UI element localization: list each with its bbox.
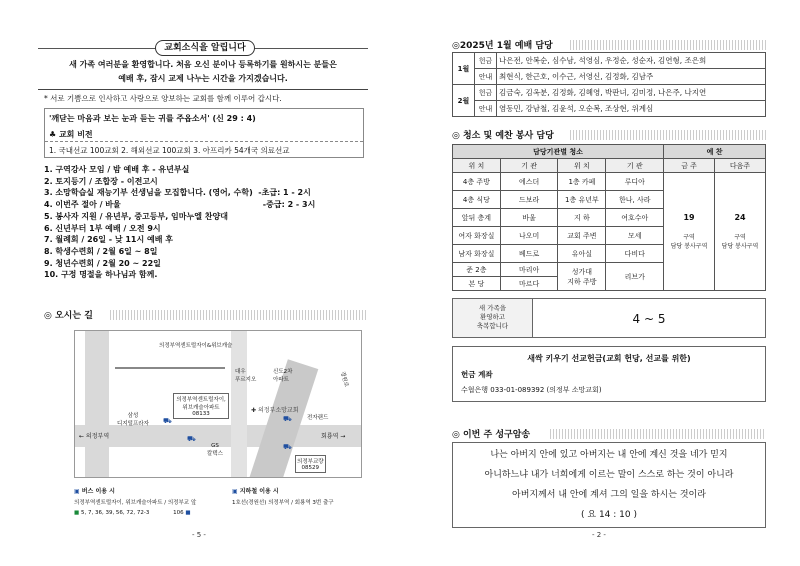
yechan-header: 예 찬 — [664, 145, 766, 159]
map-label: 의정부역센트럴자이, 위브캐슬아파트 08133 — [173, 393, 229, 419]
notice-item: 3. 소망학습실 재능기부 선생님을 모집합니다. (영어, 수학) -초급: 1 - 2시 — [44, 188, 311, 198]
offering-box — [452, 346, 766, 402]
month-cell: 2월 — [453, 85, 475, 117]
memory-line: 나는 아버지 안에 있고 아버지는 내 안에 계신 것을 네가 믿지 — [490, 450, 728, 460]
vision-title: ♣ 교회 비전 — [49, 130, 93, 139]
table-cell: 마리아 — [500, 263, 558, 277]
table-cell: 여호수아 — [606, 209, 664, 227]
bus-stop-text: 의정부역센트럴자이, 위브캐슬아파트 / 의정부교 앞 — [74, 500, 197, 506]
memory-title: ◎ 이번 주 성구암송 — [452, 430, 531, 440]
col-header: 위 치 — [558, 159, 606, 173]
map-label: 전자랜드 — [307, 415, 329, 421]
role-cell: 안내 — [475, 101, 497, 117]
table-cell: 다비다 — [606, 245, 664, 263]
subway-text: 1호선(경원선) 의정부역 / 회룡역 3번 출구 — [232, 500, 334, 506]
col-header: 금 주 — [664, 159, 715, 173]
bus-106-text: 106 — [173, 510, 184, 516]
road-vertical — [231, 331, 247, 478]
welcome-line-2: 예배 후, 잠시 교제 나누는 시간을 가지겠습니다. — [118, 74, 288, 83]
role-cell: 헌금 — [475, 53, 497, 69]
bus-icon: ▣ — [74, 488, 80, 495]
map-label: 의정부소망교회 — [257, 407, 299, 414]
bus-stop-icon: ⛟ — [163, 417, 172, 425]
notice-list — [44, 164, 315, 281]
bus-route-icon: ■ — [185, 510, 191, 516]
notice-item: 1. 구역강사 모임 / 밤 예배 후 - 유년부실 — [44, 165, 190, 174]
next-week-num: 24 — [734, 213, 746, 222]
directions-title: ◎ 오시는 길 — [44, 311, 93, 321]
this-week-cell — [664, 173, 715, 291]
notice-item: 8. 학생수련회 / 2월 6일 ~ 8일 — [44, 246, 158, 256]
worship-table — [452, 52, 766, 117]
worship-title: ◎2025년 1월 예배 담당 — [452, 41, 553, 51]
table-cell: 성가대 지하 주방 — [558, 263, 606, 291]
map-label: ← 의정부역 — [79, 433, 110, 440]
table-cell: 나오미 — [500, 227, 558, 245]
page-number: - 2 - — [592, 531, 606, 539]
map-label: 삼성 디지털프라자 — [117, 413, 149, 427]
notice-title: 교회소식을 알립니다 — [155, 40, 255, 56]
col-header: 기 관 — [500, 159, 558, 173]
subway-icon: ▣ — [232, 488, 238, 495]
vision-verse: '깨닫는 마음과 보는 눈과 듣는 귀를 주옵소서' (신 29 : 4) — [49, 114, 256, 123]
table-cell: 마르다 — [500, 277, 558, 291]
notice-item: 6. 신년부터 1부 예배 / 오전 9시 — [44, 223, 161, 233]
notice-item: 9. 청년수련회 / 2월 20 ~ 22일 — [44, 258, 161, 268]
bus-info — [74, 486, 115, 495]
cleaning-header: 담당기관별 청소 — [453, 145, 664, 159]
notice-item: 7. 월례회 / 26일 - 낮 11시 예배 후 — [44, 235, 173, 245]
names-cell: 김금숙, 김옥분, 김정화, 김혜영, 박판녀, 김미정, 나은주, 나지연 — [497, 85, 766, 101]
table-cell: 에스더 — [500, 173, 558, 191]
map-label: 의정부역센트럴자이&위브캐슬 — [159, 343, 233, 349]
new-family-box — [452, 298, 766, 338]
notice-item: 5. 봉사자 지원 / 유년부, 중고등부, 임마누엘 찬양대 — [44, 211, 228, 221]
table-cell: 지 하 — [558, 209, 606, 227]
map — [74, 330, 362, 478]
memory-verse-box — [452, 442, 766, 528]
table-cell: 4층 식당 — [453, 191, 501, 209]
next-week-label: 구역 담당 봉사구역 — [721, 234, 759, 250]
role-cell: 헌금 — [475, 85, 497, 101]
welcome-line-1: 새 가족 여러분을 환영합니다. 처음 오신 분이나 등록하기를 원하시는 분들은 — [69, 60, 337, 69]
offering-title: 새싹 키우기 선교헌금(교회 헌당, 선교를 위한) — [527, 354, 691, 363]
table-cell: 1층 유년부 — [558, 191, 606, 209]
bus-numbers-text: 5, 7, 36, 39, 56, 72, 72-3 — [80, 510, 150, 516]
bus-stop-icon: ⛟ — [283, 443, 292, 451]
new-family-label: 새 가족을 환영하고 축복합니다 — [453, 299, 533, 337]
cleaning-title: ◎ 청소 및 예찬 봉사 담당 — [452, 131, 554, 141]
memory-line: 아버지께서 내 안에 계셔 그의 일을 하시는 것이라 — [512, 490, 706, 500]
memory-reference: ( 요 14 : 10 ) — [581, 510, 637, 520]
map-label: 경원로 — [339, 370, 349, 388]
table-cell: 유아실 — [558, 245, 606, 263]
notice-item: 10. 구정 명절을 하나님과 함께. — [44, 270, 158, 280]
bus-stop-icon: ⛟ — [187, 435, 196, 443]
table-cell: 모세 — [606, 227, 664, 245]
map-label: 회룡역 → — [321, 433, 346, 440]
table-cell: 교회 주변 — [558, 227, 606, 245]
table-cell: 앞뒤 층계 — [453, 209, 501, 227]
offering-account-label: 헌금 계좌 — [461, 370, 493, 379]
road-vertical — [85, 331, 109, 478]
this-week-num: 19 — [683, 213, 695, 222]
col-header: 위 치 — [453, 159, 501, 173]
this-week-label: 구역 담당 봉사구역 — [670, 234, 708, 250]
new-family-count: 4 ~ 5 — [632, 312, 666, 326]
right-page — [400, 0, 800, 566]
names-cell: 염동민, 강남철, 김윤석, 오순복, 조상현, 위계심 — [497, 101, 766, 117]
month-cell: 1월 — [453, 53, 475, 85]
memory-line: 아니하느냐 내가 너희에게 이르는 말이 스스로 하는 것이 아니라 — [484, 470, 734, 480]
table-cell: 루디아 — [606, 173, 664, 191]
table-cell: 본 당 — [453, 277, 501, 291]
map-label: GS 칼텍스 — [207, 443, 223, 457]
table-cell: 여자 화장실 — [453, 227, 501, 245]
subway-label: 지하철 이용 시 — [239, 488, 279, 495]
col-header: 기 관 — [606, 159, 664, 173]
map-label: 신도2차 아파트 — [273, 369, 293, 383]
bus-stop-icon: ⛟ — [283, 415, 292, 423]
table-cell: 드보라 — [500, 191, 558, 209]
vision-box — [44, 108, 364, 158]
church-marker-icon: ✚ 의정부소망교회 — [251, 407, 299, 414]
subway-info — [232, 486, 279, 495]
role-cell: 안내 — [475, 69, 497, 85]
cleaning-table — [452, 144, 766, 291]
names-cell: 최현식, 한근호, 이수근, 서영신, 김정화, 김남주 — [497, 69, 766, 85]
table-cell: 준 2층 — [453, 263, 501, 277]
next-week-cell — [715, 173, 766, 291]
bus-route-icon: ■ — [74, 510, 80, 516]
table-cell: 베드로 — [500, 245, 558, 263]
notice-item: 4. 이번주 절아 / 바울 -중급: 2 - 3시 — [44, 200, 316, 210]
names-cell: 나은전, 안복순, 심수남, 석영심, 우정순, 성순자, 김연형, 조은희 — [497, 53, 766, 69]
table-cell: 4층 주방 — [453, 173, 501, 191]
table-cell: 한나, 사라 — [606, 191, 664, 209]
greeting-text: * 서로 기쁨으로 인사하고 사랑으로 양보하는 교회를 함께 이루어 갑시다. — [44, 94, 282, 103]
page-number: - 5 - — [192, 531, 206, 539]
map-label: 대우 푸르지오 — [235, 369, 257, 383]
table-cell: 남자 화장실 — [453, 245, 501, 263]
offering-account: 수협은행 033-01-089392 (의정부 소망교회) — [461, 386, 602, 394]
bus-label: 버스 이용 시 — [81, 488, 115, 495]
map-label: 의정부교량 08529 — [295, 455, 326, 473]
table-cell: 1층 카페 — [558, 173, 606, 191]
vision-text: 1. 국내선교 100교회 2. 해외선교 100교회 3. 아프리카 54개국 의료선교 — [49, 146, 290, 155]
col-header: 다음주 — [715, 159, 766, 173]
bus-numbers — [74, 510, 191, 516]
table-cell: 바울 — [500, 209, 558, 227]
table-cell: 리브가 — [606, 263, 664, 291]
notice-item: 2. 토지등기 / 조합장 - 이전고시 — [44, 176, 158, 186]
